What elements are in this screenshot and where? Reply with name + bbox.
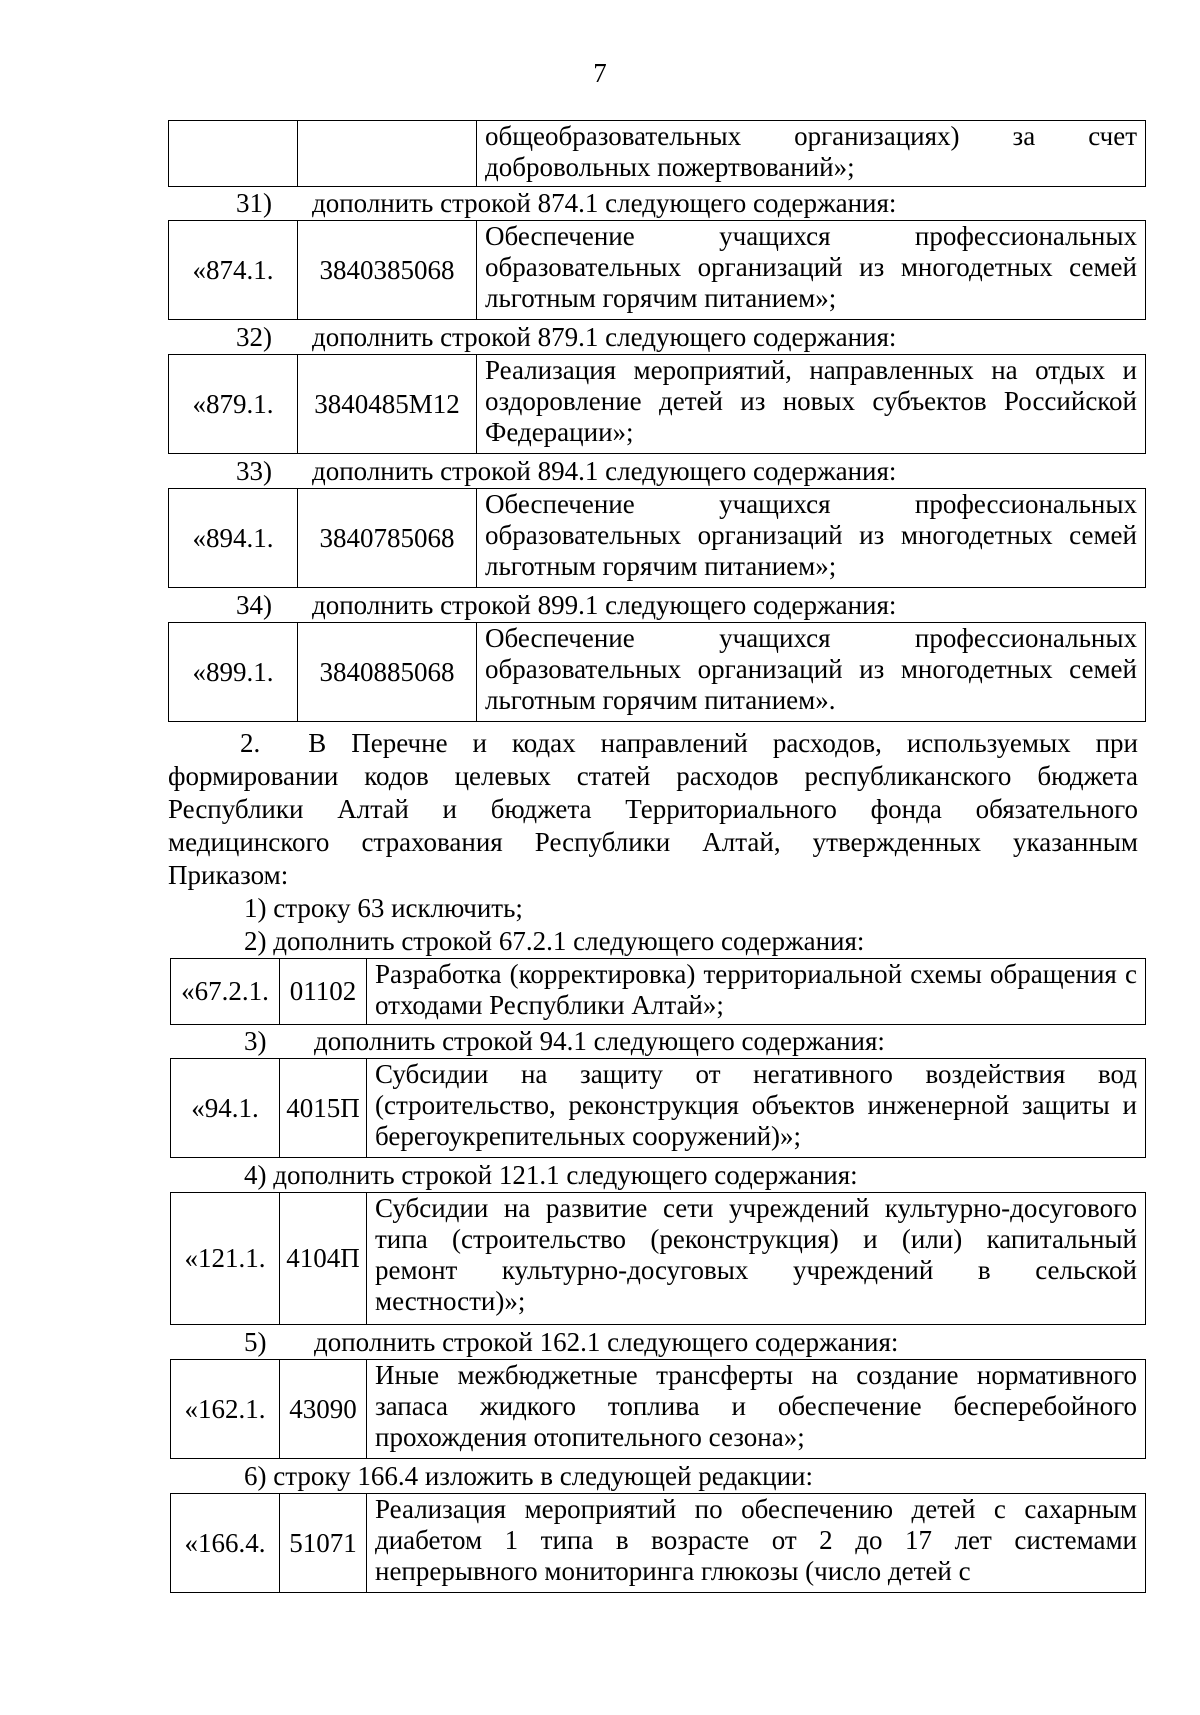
code-cell: 4015П	[280, 1059, 367, 1158]
code-number-cell: «94.1.	[171, 1059, 280, 1158]
table-874-1	[168, 220, 1146, 320]
table-94-1	[170, 1058, 1146, 1158]
description-cell: Обеспечение учащихся профессиональных образовательных организаций из многодетных семей льготным горячим питанием»;	[477, 489, 1146, 588]
description-cell: Разработка (корректировка) территориальной схемы обращения с отходами Республики Алтай»;	[367, 959, 1146, 1025]
code-number-cell: «166.4.	[171, 1494, 280, 1593]
item-31-number: 31)	[236, 188, 272, 218]
code-number-cell: «899.1.	[169, 623, 298, 722]
page-number: 7	[593, 58, 607, 88]
item-3-number: 3)	[244, 1026, 267, 1056]
item-5-number: 5)	[244, 1327, 267, 1357]
code-cell: 51071	[280, 1494, 367, 1593]
code-cell: 3840885068	[298, 623, 477, 722]
table-879-1	[168, 354, 1146, 454]
description-cell: Реализация мероприятий, направленных на отдых и оздоровление детей из новых субъектов Российской Федерации»;	[477, 355, 1146, 454]
item-34-number: 34)	[236, 590, 272, 620]
item-32-number: 32)	[236, 322, 272, 352]
code-cell: 3840485М12	[298, 355, 477, 454]
code-number-cell: «894.1.	[169, 489, 298, 588]
table-121-1	[170, 1192, 1146, 1325]
description-cell: Обеспечение учащихся профессиональных образовательных организаций из многодетных семей льготным горячим питанием»;	[477, 221, 1146, 320]
item-4-number: 4)	[244, 1160, 267, 1190]
code-number-cell: «67.2.1.	[171, 959, 280, 1025]
description-cell: Субсидии на защиту от негативного воздействия вод (строительство, реконструкция объектов инженерной защиты и берегоукрепительных сооружений)»;	[367, 1059, 1146, 1158]
description-cell: Реализация мероприятий по обеспечению детей с сахарным диабетом 1 типа в возрасте от 2 до 17 лет системами непрерывного мониторинга глюкозы (число детей с	[367, 1494, 1146, 1593]
item-6-instruction: строку 166.4 изложить в следующей редакции:	[273, 1461, 814, 1491]
description-cell: Субсидии на развитие сети учреждений культурно-досугового типа (строительство (реконструкция) и (или) капитальный ремонт культурно-досуговых учреждений в сельской местности)»;	[367, 1193, 1146, 1325]
table-166-4	[170, 1493, 1146, 1593]
item-34-instruction: дополнить строкой 899.1 следующего содержания:	[312, 590, 897, 620]
item-6-instruction-row	[244, 1461, 813, 1492]
table-162-1	[170, 1359, 1146, 1459]
section-2-text: В Перечне и кодах направлений расходов, используемых при формировании кодов целевых статей расходов республиканского бюджета Республики Алтай и бюджета Территориального фонда обязательного медицинского страхования Республики Алтай, утвержденных указанным Приказом:	[168, 728, 1138, 890]
item-1-delete: 1) строку 63 исключить;	[244, 893, 523, 923]
table-67-2-1	[170, 958, 1146, 1025]
code-number-cell: «879.1.	[169, 355, 298, 454]
code-cell: 43090	[280, 1360, 367, 1459]
empty-cell	[298, 121, 477, 187]
code-number-cell: «874.1.	[169, 221, 298, 320]
item-5-instruction: дополнить строкой 162.1 следующего содержания:	[314, 1327, 899, 1357]
continuation-table	[168, 120, 1146, 187]
code-number-cell: «121.1.	[171, 1193, 280, 1325]
item-4-instruction-row	[244, 1160, 858, 1191]
code-number-cell: «162.1.	[171, 1360, 280, 1459]
section-2-paragraph	[168, 727, 1138, 892]
code-cell: 3840785068	[298, 489, 477, 588]
item-2-number: 2)	[244, 926, 267, 956]
item-32-instruction: дополнить строкой 879.1 следующего содержания:	[312, 322, 897, 352]
table-894-1	[168, 488, 1146, 588]
table-text-cell: общеобразовательных организациях) за счет добровольных пожертвований»;	[477, 121, 1146, 187]
table-899-1	[168, 622, 1146, 722]
item-3-instruction: дополнить строкой 94.1 следующего содержания:	[314, 1026, 885, 1056]
item-2-instruction: дополнить строкой 67.2.1 следующего содержания:	[273, 926, 865, 956]
item-33-number: 33)	[236, 456, 272, 486]
item-2-instruction-row	[244, 926, 864, 957]
code-cell: 4104П	[280, 1193, 367, 1325]
empty-cell	[169, 121, 298, 187]
item-6-number: 6)	[244, 1461, 267, 1491]
description-cell: Обеспечение учащихся профессиональных образовательных организаций из многодетных семей льготным горячим питанием».	[477, 623, 1146, 722]
item-33-instruction: дополнить строкой 894.1 следующего содержания:	[312, 456, 897, 486]
item-4-instruction: дополнить строкой 121.1 следующего содержания:	[273, 1160, 858, 1190]
code-cell: 01102	[280, 959, 367, 1025]
item-31-instruction: дополнить строкой 874.1 следующего содержания:	[312, 188, 897, 218]
description-cell: Иные межбюджетные трансферты на создание нормативного запаса жидкого топлива и обеспечение бесперебойного прохождения отопительного сезона»;	[367, 1360, 1146, 1459]
section-2-number: 2.	[240, 728, 261, 758]
code-cell: 3840385068	[298, 221, 477, 320]
